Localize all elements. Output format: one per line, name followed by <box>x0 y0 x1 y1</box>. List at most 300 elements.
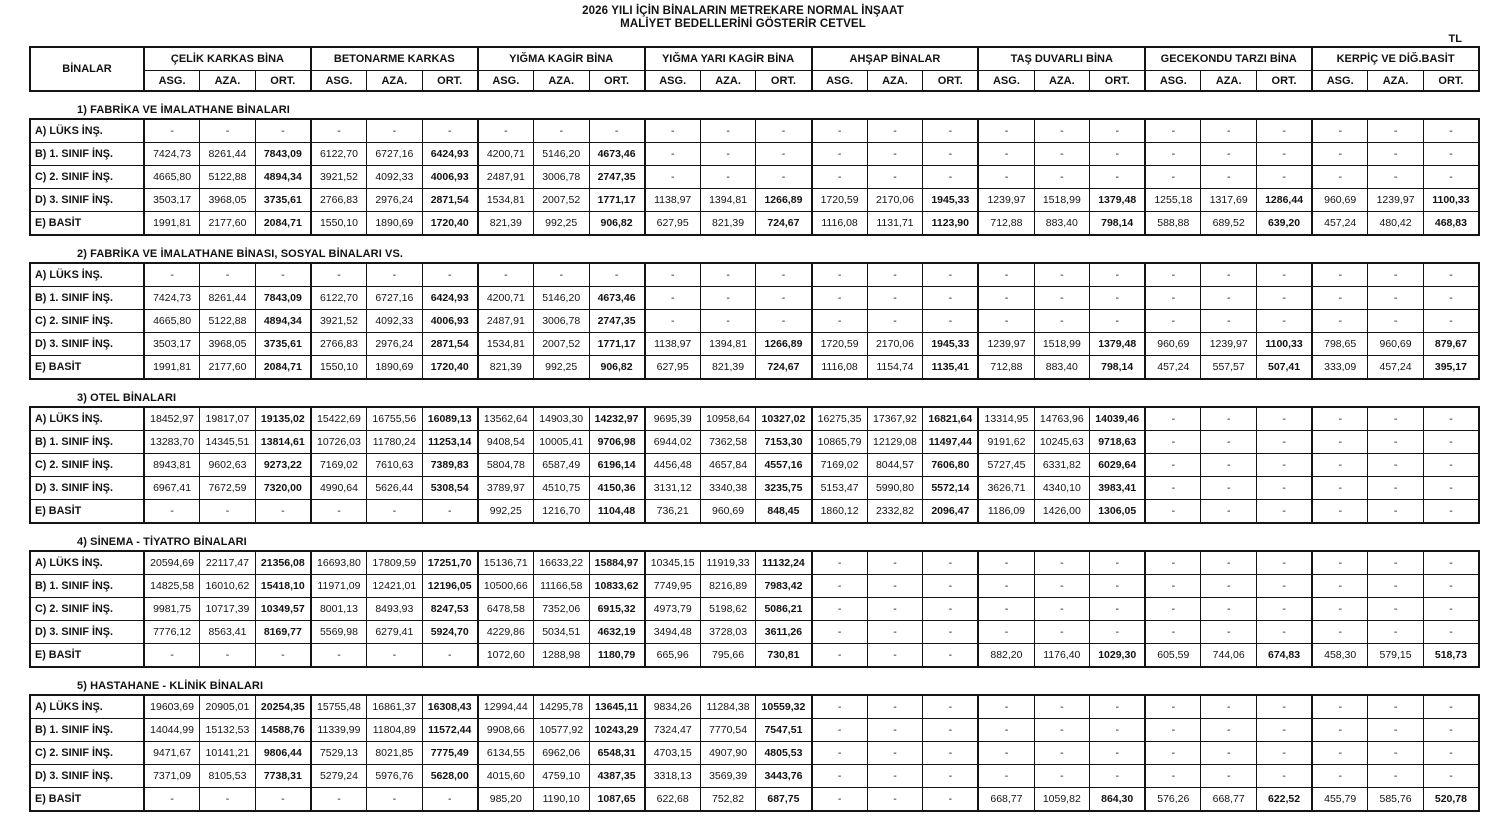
column-subheader: ORT. <box>589 71 645 92</box>
value-cell: 11780,24 <box>367 431 423 454</box>
value-cell: - <box>923 575 979 598</box>
value-cell: - <box>1257 407 1313 431</box>
value-cell: 5976,76 <box>367 765 423 788</box>
value-cell: 8021,85 <box>367 742 423 765</box>
value-cell: 4200,71 <box>478 143 534 166</box>
value-cell: 1239,97 <box>1368 189 1424 212</box>
value-cell: - <box>978 143 1034 166</box>
value-cell: - <box>923 621 979 644</box>
value-cell: 11572,44 <box>422 719 478 742</box>
value-cell: 12994,44 <box>478 695 534 719</box>
value-cell: 1029,30 <box>1090 644 1146 668</box>
value-cell: - <box>1312 598 1368 621</box>
value-cell: 15755,48 <box>311 695 367 719</box>
value-cell: 3443,76 <box>756 765 812 788</box>
value-cell: 8001,13 <box>311 598 367 621</box>
table-row <box>30 765 1479 788</box>
value-cell: - <box>1368 454 1424 477</box>
value-cell: - <box>1201 551 1257 575</box>
value-cell: 821,39 <box>478 212 534 236</box>
table-row <box>30 143 1479 166</box>
section-title: 3) OTEL BİNALARI <box>77 392 177 404</box>
value-cell: - <box>1423 598 1479 621</box>
value-cell: 622,52 <box>1257 788 1313 812</box>
value-cell: 14232,97 <box>589 407 645 431</box>
column-subheader: ORT. <box>255 71 311 92</box>
row-label: B) 1. SINIF İNŞ. <box>30 287 144 310</box>
row-header-binalar: BİNALAR <box>30 47 144 91</box>
value-cell: 4632,19 <box>589 621 645 644</box>
section-table <box>29 406 1480 524</box>
value-cell: - <box>367 788 423 812</box>
value-cell: - <box>1257 765 1313 788</box>
value-cell: - <box>812 119 868 143</box>
table-row <box>30 477 1479 500</box>
value-cell: 14763,96 <box>1034 407 1090 431</box>
value-cell: - <box>867 742 923 765</box>
value-cell: 15884,97 <box>589 551 645 575</box>
value-cell: 10559,32 <box>756 695 812 719</box>
value-cell: 668,77 <box>1201 788 1257 812</box>
value-cell: 16693,80 <box>311 551 367 575</box>
value-cell: 1890,69 <box>367 212 423 236</box>
value-cell: 1072,60 <box>478 644 534 668</box>
value-cell: 3503,17 <box>144 333 200 356</box>
column-group-header: AHŞAP BİNALAR <box>812 47 979 71</box>
value-cell: 11497,44 <box>923 431 979 454</box>
value-cell: 9834,26 <box>645 695 701 719</box>
currency-label: TL <box>1448 33 1462 45</box>
value-cell: 7169,02 <box>311 454 367 477</box>
value-cell: 3789,97 <box>478 477 534 500</box>
value-cell: - <box>1423 742 1479 765</box>
value-cell: 1860,12 <box>812 500 868 524</box>
value-cell: 1720,40 <box>422 212 478 236</box>
value-cell: - <box>1312 287 1368 310</box>
value-cell: 10500,66 <box>478 575 534 598</box>
value-cell: 992,25 <box>478 500 534 524</box>
value-cell: 16275,35 <box>812 407 868 431</box>
table-row <box>30 644 1479 668</box>
value-cell: - <box>144 500 200 524</box>
value-cell: 576,26 <box>1145 788 1201 812</box>
value-cell: - <box>1312 431 1368 454</box>
value-cell: 6029,64 <box>1090 454 1146 477</box>
value-cell: - <box>1034 598 1090 621</box>
value-cell: - <box>1257 143 1313 166</box>
value-cell: 8563,41 <box>200 621 256 644</box>
value-cell: - <box>1423 143 1479 166</box>
value-cell: - <box>1090 166 1146 189</box>
value-cell: - <box>422 500 478 524</box>
value-cell: - <box>1368 719 1424 742</box>
value-cell: 4510,75 <box>533 477 589 500</box>
value-cell: - <box>1090 695 1146 719</box>
value-cell: - <box>1145 719 1201 742</box>
value-cell: - <box>645 166 701 189</box>
value-cell: 16861,37 <box>367 695 423 719</box>
value-cell: - <box>200 119 256 143</box>
value-cell: 6548,31 <box>589 742 645 765</box>
cost-table-root <box>29 46 1480 812</box>
value-cell: - <box>1312 454 1368 477</box>
value-cell: - <box>1368 263 1424 287</box>
value-cell: - <box>978 310 1034 333</box>
row-label: B) 1. SINIF İNŞ. <box>30 719 144 742</box>
value-cell: 3735,61 <box>255 333 311 356</box>
value-cell: - <box>645 119 701 143</box>
value-cell: 4990,64 <box>311 477 367 500</box>
value-cell: - <box>700 143 756 166</box>
row-label: D) 3. SINIF İNŞ. <box>30 477 144 500</box>
value-cell: 883,40 <box>1034 356 1090 380</box>
value-cell: - <box>1257 119 1313 143</box>
value-cell: 20254,35 <box>255 695 311 719</box>
value-cell: - <box>144 263 200 287</box>
value-cell: 15418,10 <box>255 575 311 598</box>
value-cell: 1720,59 <box>812 189 868 212</box>
value-cell: 3921,52 <box>311 166 367 189</box>
value-cell: - <box>533 263 589 287</box>
value-cell: 639,20 <box>1257 212 1313 236</box>
value-cell: - <box>867 788 923 812</box>
value-cell: 1771,17 <box>589 333 645 356</box>
value-cell: - <box>144 788 200 812</box>
value-cell: 9718,63 <box>1090 431 1146 454</box>
value-cell: - <box>1034 310 1090 333</box>
value-cell: - <box>812 143 868 166</box>
value-cell: 21356,08 <box>255 551 311 575</box>
value-cell: - <box>311 788 367 812</box>
value-cell: - <box>1090 143 1146 166</box>
value-cell: - <box>812 695 868 719</box>
value-cell: - <box>1201 143 1257 166</box>
value-cell: 960,69 <box>1145 333 1201 356</box>
value-cell: 6944,02 <box>645 431 701 454</box>
value-cell: - <box>1090 575 1146 598</box>
value-cell: 1239,97 <box>978 189 1034 212</box>
value-cell: 5122,88 <box>200 310 256 333</box>
value-cell: - <box>1201 500 1257 524</box>
value-cell: 8105,53 <box>200 765 256 788</box>
value-cell: - <box>923 310 979 333</box>
value-cell: 9806,44 <box>255 742 311 765</box>
value-cell: - <box>978 719 1034 742</box>
value-cell: 848,45 <box>756 500 812 524</box>
value-cell: 906,82 <box>589 356 645 380</box>
value-cell: - <box>1034 166 1090 189</box>
table-row <box>30 333 1479 356</box>
value-cell: - <box>1312 407 1368 431</box>
value-cell: - <box>1257 719 1313 742</box>
value-cell: 5628,00 <box>422 765 478 788</box>
value-cell: 3735,61 <box>255 189 311 212</box>
value-cell: 8044,57 <box>867 454 923 477</box>
value-cell: 7770,54 <box>700 719 756 742</box>
value-cell: - <box>867 765 923 788</box>
section-table <box>29 550 1480 668</box>
value-cell: 4006,93 <box>422 310 478 333</box>
value-cell: - <box>923 551 979 575</box>
value-cell: - <box>978 119 1034 143</box>
value-cell: - <box>1090 598 1146 621</box>
value-cell: 2871,54 <box>422 333 478 356</box>
value-cell: 11253,14 <box>422 431 478 454</box>
table-row <box>30 356 1479 380</box>
value-cell: - <box>1034 119 1090 143</box>
value-cell: 1394,81 <box>700 189 756 212</box>
value-cell: - <box>478 119 534 143</box>
row-label: E) BASİT <box>30 212 144 236</box>
value-cell: 1286,44 <box>1257 189 1313 212</box>
value-cell: 5153,47 <box>812 477 868 500</box>
column-subheader: ORT. <box>422 71 478 92</box>
value-cell: 468,83 <box>1423 212 1479 236</box>
value-cell: - <box>1312 742 1368 765</box>
value-cell: - <box>1423 575 1479 598</box>
value-cell: - <box>255 500 311 524</box>
value-cell: 458,30 <box>1312 644 1368 668</box>
value-cell: - <box>812 621 868 644</box>
value-cell: 10243,29 <box>589 719 645 742</box>
value-cell: 10327,02 <box>756 407 812 431</box>
value-cell: - <box>1423 765 1479 788</box>
value-cell: - <box>1423 287 1479 310</box>
value-cell: - <box>1423 719 1479 742</box>
value-cell: - <box>1090 719 1146 742</box>
value-cell: 10345,15 <box>645 551 701 575</box>
value-cell: - <box>812 765 868 788</box>
value-cell: 730,81 <box>756 644 812 668</box>
value-cell: 724,67 <box>756 212 812 236</box>
value-cell: 14044,99 <box>144 719 200 742</box>
value-cell: 1518,99 <box>1034 189 1090 212</box>
value-cell: 10577,92 <box>533 719 589 742</box>
value-cell: - <box>867 143 923 166</box>
value-cell: 11284,38 <box>700 695 756 719</box>
value-cell: 798,14 <box>1090 356 1146 380</box>
value-cell: 10005,41 <box>533 431 589 454</box>
column-group-header: TAŞ DUVARLI BİNA <box>978 47 1145 71</box>
value-cell: 395,17 <box>1423 356 1479 380</box>
value-cell: 4673,46 <box>589 143 645 166</box>
value-cell: 2096,47 <box>923 500 979 524</box>
value-cell: - <box>978 621 1034 644</box>
value-cell: 12129,08 <box>867 431 923 454</box>
value-cell: - <box>367 500 423 524</box>
value-cell: 7389,83 <box>422 454 478 477</box>
value-cell: - <box>1201 263 1257 287</box>
value-cell: - <box>200 644 256 668</box>
value-cell: 1239,97 <box>978 333 1034 356</box>
row-label: C) 2. SINIF İNŞ. <box>30 310 144 333</box>
value-cell: 5146,20 <box>533 143 589 166</box>
value-cell: 9408,54 <box>478 431 534 454</box>
value-cell: - <box>1257 287 1313 310</box>
value-cell: 960,69 <box>700 500 756 524</box>
value-cell: - <box>1201 431 1257 454</box>
value-cell: 6331,82 <box>1034 454 1090 477</box>
section-title: 5) HASTAHANE - KLİNİK BİNALARI <box>77 680 264 692</box>
value-cell: 752,82 <box>700 788 756 812</box>
value-cell: - <box>1257 166 1313 189</box>
value-cell: 2871,54 <box>422 189 478 212</box>
value-cell: 1306,05 <box>1090 500 1146 524</box>
value-cell: - <box>923 598 979 621</box>
value-cell: 1104,48 <box>589 500 645 524</box>
value-cell: 1087,65 <box>589 788 645 812</box>
value-cell: - <box>144 644 200 668</box>
value-cell: 1176,40 <box>1034 644 1090 668</box>
value-cell: 1186,09 <box>978 500 1034 524</box>
section-title: 4) SİNEMA - TİYATRO BİNALARI <box>77 536 247 548</box>
row-label: C) 2. SINIF İNŞ. <box>30 166 144 189</box>
value-cell: - <box>978 166 1034 189</box>
value-cell: - <box>756 166 812 189</box>
value-cell: 992,25 <box>533 212 589 236</box>
value-cell: 6134,55 <box>478 742 534 765</box>
value-cell: - <box>1257 431 1313 454</box>
value-cell: - <box>1368 598 1424 621</box>
value-cell: - <box>1034 742 1090 765</box>
value-cell: - <box>311 263 367 287</box>
value-cell: - <box>1368 742 1424 765</box>
value-cell: 1720,59 <box>812 333 868 356</box>
value-cell: 627,95 <box>645 356 701 380</box>
value-cell: - <box>1090 551 1146 575</box>
value-cell: - <box>756 119 812 143</box>
value-cell: 4092,33 <box>367 310 423 333</box>
value-cell: 687,75 <box>756 788 812 812</box>
value-cell: - <box>1368 431 1424 454</box>
value-cell: 712,88 <box>978 212 1034 236</box>
column-group-header: YIĞMA KAGİR BİNA <box>478 47 645 71</box>
value-cell: 7606,80 <box>923 454 979 477</box>
value-cell: - <box>1090 310 1146 333</box>
value-cell: 4805,53 <box>756 742 812 765</box>
value-cell: - <box>978 575 1034 598</box>
value-cell: 5308,54 <box>422 477 478 500</box>
column-group-header: BETONARME KARKAS <box>311 47 478 71</box>
value-cell: - <box>812 287 868 310</box>
value-cell: 11339,99 <box>311 719 367 742</box>
value-cell: 8943,81 <box>144 454 200 477</box>
value-cell: - <box>200 788 256 812</box>
value-cell: - <box>1423 431 1479 454</box>
value-cell: 6424,93 <box>422 143 478 166</box>
column-subheader: AZA. <box>1034 71 1090 92</box>
value-cell: - <box>1201 287 1257 310</box>
row-label: B) 1. SINIF İNŞ. <box>30 143 144 166</box>
value-cell: 13814,61 <box>255 431 311 454</box>
row-label: A) LÜKS İNŞ. <box>30 695 144 719</box>
value-cell: 2976,24 <box>367 189 423 212</box>
value-cell: 15136,71 <box>478 551 534 575</box>
column-subheader: ASG. <box>478 71 534 92</box>
value-cell: - <box>478 263 534 287</box>
value-cell: 520,78 <box>1423 788 1479 812</box>
value-cell: - <box>1312 695 1368 719</box>
value-cell: - <box>1034 143 1090 166</box>
value-cell: 1991,81 <box>144 212 200 236</box>
row-label: E) BASİT <box>30 788 144 812</box>
table-row <box>30 119 1479 143</box>
value-cell: - <box>1423 454 1479 477</box>
value-cell: - <box>867 695 923 719</box>
value-cell: - <box>645 310 701 333</box>
value-cell: 1991,81 <box>144 356 200 380</box>
value-cell: - <box>1201 454 1257 477</box>
table-row <box>30 719 1479 742</box>
value-cell: 16308,43 <box>422 695 478 719</box>
value-cell: 960,69 <box>1368 333 1424 356</box>
value-cell: - <box>1201 119 1257 143</box>
value-cell: - <box>1145 551 1201 575</box>
value-cell: 16821,64 <box>923 407 979 431</box>
table-row <box>30 189 1479 212</box>
value-cell: 10958,64 <box>700 407 756 431</box>
value-cell: 2332,82 <box>867 500 923 524</box>
value-cell: 3318,13 <box>645 765 701 788</box>
value-cell: - <box>923 143 979 166</box>
value-cell: - <box>700 166 756 189</box>
document-title <box>0 0 1486 31</box>
value-cell: - <box>867 119 923 143</box>
value-cell: 3494,48 <box>645 621 701 644</box>
value-cell: - <box>1145 695 1201 719</box>
section-table <box>29 262 1480 380</box>
value-cell: - <box>255 644 311 668</box>
value-cell: 20905,01 <box>200 695 256 719</box>
value-cell: 18452,97 <box>144 407 200 431</box>
value-cell: 8493,93 <box>367 598 423 621</box>
value-cell: 1288,98 <box>533 644 589 668</box>
value-cell: 13314,95 <box>978 407 1034 431</box>
value-cell: 10141,21 <box>200 742 256 765</box>
value-cell: 7843,09 <box>255 287 311 310</box>
value-cell: - <box>311 119 367 143</box>
column-subheader: ASG. <box>978 71 1034 92</box>
value-cell: 3503,17 <box>144 189 200 212</box>
value-cell: 6727,16 <box>367 143 423 166</box>
value-cell: - <box>1145 119 1201 143</box>
value-cell: 4015,60 <box>478 765 534 788</box>
value-cell: 4665,80 <box>144 310 200 333</box>
value-cell: - <box>1312 143 1368 166</box>
value-cell: 10717,39 <box>200 598 256 621</box>
value-cell: - <box>589 263 645 287</box>
value-cell: - <box>422 263 478 287</box>
column-subheader: AZA. <box>1368 71 1424 92</box>
value-cell: 4759,10 <box>533 765 589 788</box>
value-cell: 5279,24 <box>311 765 367 788</box>
row-label: D) 3. SINIF İNŞ. <box>30 333 144 356</box>
value-cell: 1720,40 <box>422 356 478 380</box>
value-cell: 689,52 <box>1201 212 1257 236</box>
value-cell: 665,96 <box>645 644 701 668</box>
value-cell: - <box>1201 598 1257 621</box>
value-cell: 19603,69 <box>144 695 200 719</box>
value-cell: 1266,89 <box>756 189 812 212</box>
value-cell: - <box>1201 695 1257 719</box>
value-cell: - <box>367 644 423 668</box>
row-label: A) LÜKS İNŞ. <box>30 119 144 143</box>
value-cell: 22117,47 <box>200 551 256 575</box>
value-cell: - <box>1368 500 1424 524</box>
value-cell: 14295,78 <box>533 695 589 719</box>
column-group-header: YIĞMA YARI KAGİR BİNA <box>645 47 812 71</box>
value-cell: - <box>1145 598 1201 621</box>
